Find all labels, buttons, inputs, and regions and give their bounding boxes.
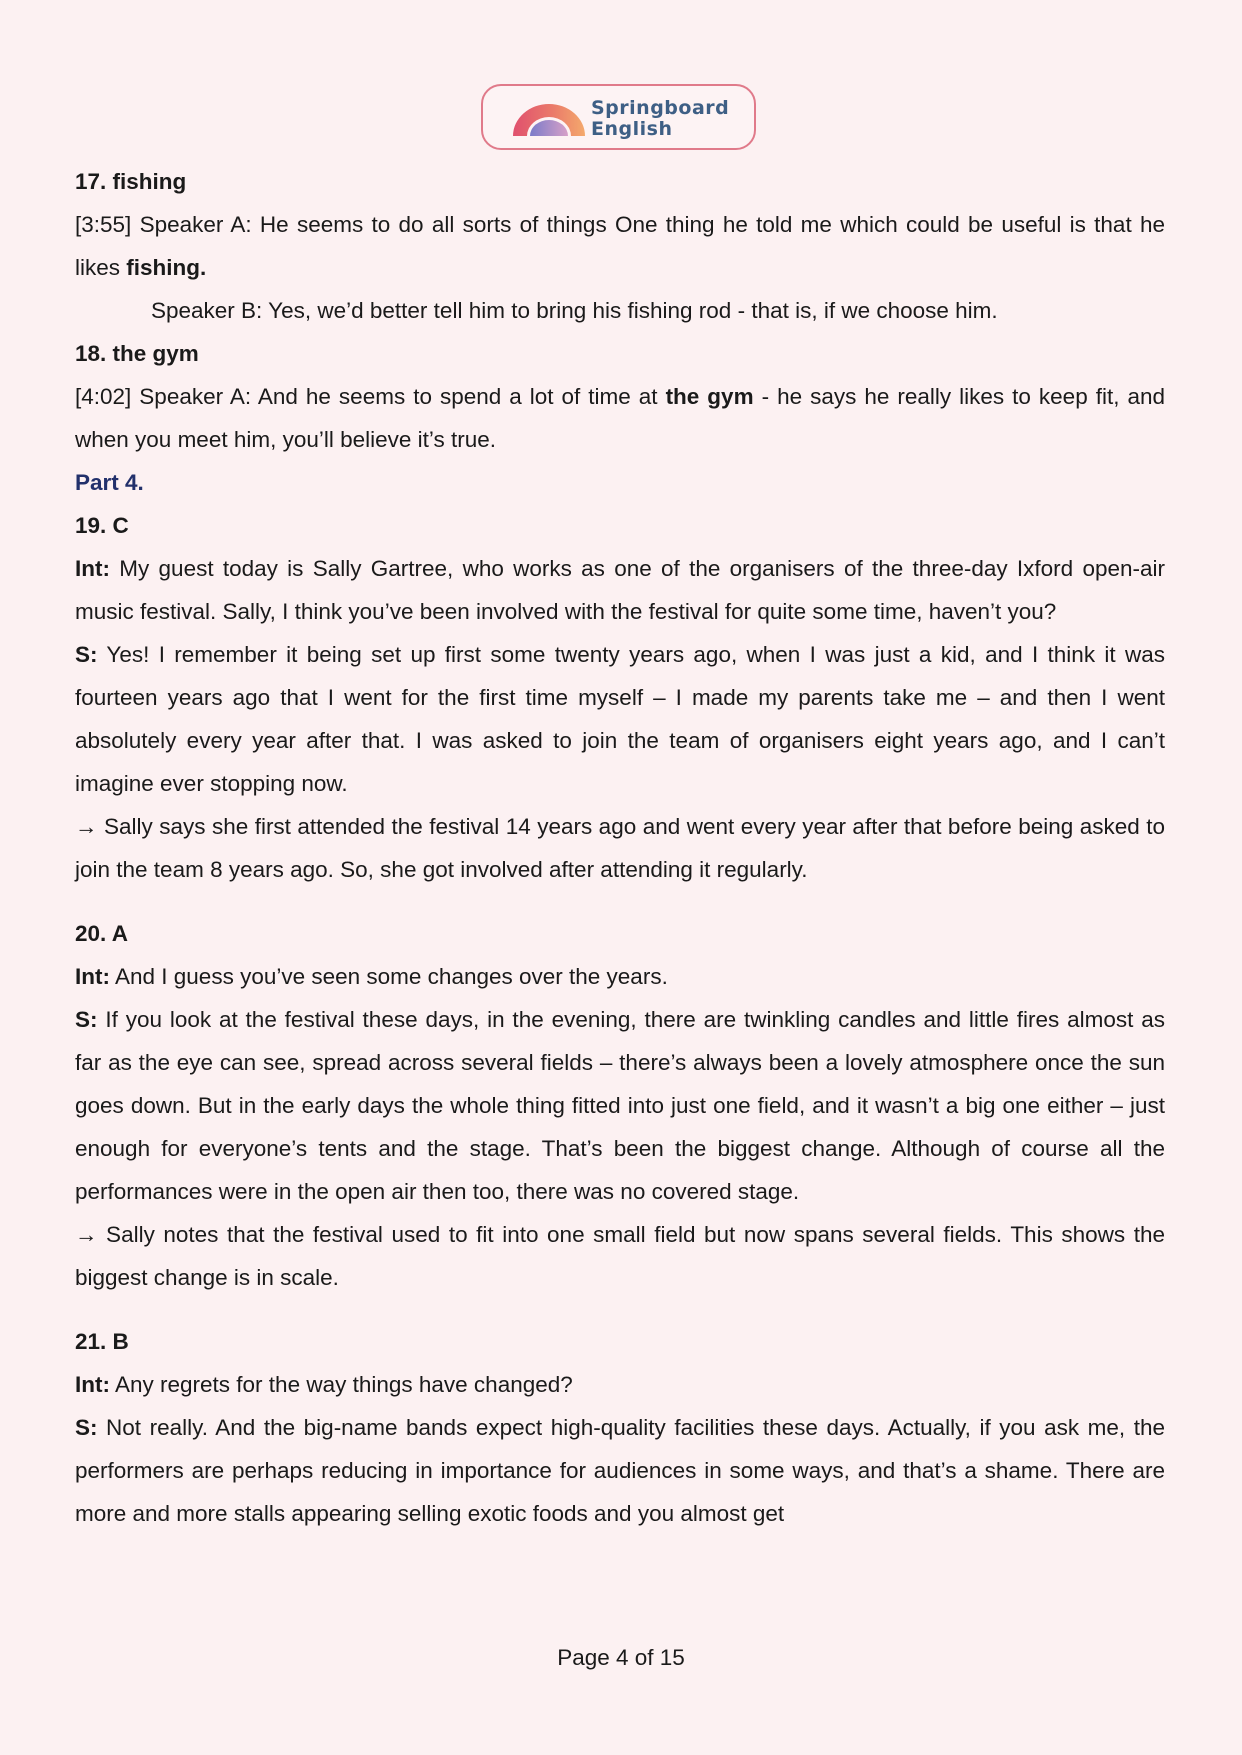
rainbow-logo-icon — [511, 96, 587, 140]
q18-text-post: - he says he really likes to keep fit, and when you meet him, you’ll believe it’s true. — [75, 384, 1165, 452]
q19-explanation: → Sally says she first attended the festival 14 years ago and went every year after that before being asked to join the team 8 years ago. So, she got involved after attending it regularly. — [75, 814, 1165, 882]
q19-s-label: S: — [75, 642, 98, 667]
q17-speaker-b: Speaker B: Yes, we’d better tell him to bring his fishing rod - that is, if we choose him. — [151, 298, 998, 323]
q18-speaker-a — [75, 375, 1165, 461]
q17-answer: fishing. — [126, 255, 207, 280]
page-content — [75, 160, 1165, 1535]
logo-line-1: Springboard — [591, 97, 730, 119]
q20-s-label: S: — [75, 1007, 98, 1032]
q17-heading: 17. fishing — [75, 169, 187, 194]
part-4-heading: Part 4. — [75, 470, 144, 495]
q21-s-label: S: — [75, 1415, 98, 1440]
q21-s-text: Not really. And the big-name bands expect high-quality facilities these days. Actually, if you ask me, the performers are perhaps reducing in importance for audiences in some ways, and that’s a shame. There are more and more stalls appearing selling exotic foods and you almost get — [75, 1415, 1165, 1526]
q20-int-text: And I guess you’ve seen some changes over the years. — [109, 964, 668, 989]
q17-speaker-a — [75, 203, 1165, 289]
q18-text-pre: [4:02] Speaker A: And he seems to spend a lot of time at — [75, 384, 666, 409]
q19-int-label: Int: — [75, 556, 110, 581]
q21-heading: 21. B — [75, 1329, 129, 1354]
page-number: Page 4 of 15 — [557, 1645, 685, 1670]
q21-int-label: Int: — [75, 1372, 110, 1397]
q19-interviewer — [75, 547, 1165, 633]
q20-interviewer — [75, 955, 1165, 998]
q19-sally — [75, 633, 1165, 805]
q18-heading: 18. the gym — [75, 341, 199, 366]
q20-s-text: If you look at the festival these days, in the evening, there are twinkling candles and little fires almost as far as the eye can see, spread across several fields – there’s always been a lovely atmosphere once the sun goes down. But in the early days the whole thing fitted into just one field, and it wasn’t a big one either – just enough for everyone’s tents and the stage. That’s been the biggest change. Although of course all the performances were in the open air then too, there was no covered stage. — [75, 1007, 1165, 1204]
q21-interviewer — [75, 1363, 1165, 1406]
q19-heading: 19. C — [75, 513, 129, 538]
q18-answer: the gym — [665, 384, 754, 409]
q20-int-label: Int: — [75, 964, 110, 989]
q17-speaker-a-text: [3:55] Speaker A: He seems to do all sorts of things One thing he told me which could be useful is that he likes — [75, 212, 1165, 280]
q20-heading: 20. A — [75, 921, 128, 946]
q20-sally — [75, 998, 1165, 1213]
q19-int-text: My guest today is Sally Gartree, who works as one of the organisers of the three-day Ixford open-air music festival. Sally, I think you’ve been involved with the festival for quite some time, haven’t you? — [75, 556, 1165, 624]
q21-int-text: Any regrets for the way things have changed? — [109, 1372, 573, 1397]
q20-explanation: → Sally notes that the festival used to fit into one small field but now spans several fields. This shows the biggest change is in scale. — [75, 1222, 1165, 1290]
q21-sally — [75, 1406, 1165, 1535]
springboard-english-logo — [481, 84, 756, 150]
logo-line-2: English — [591, 118, 673, 140]
q19-s-text: Yes! I remember it being set up first some twenty years ago, when I was just a kid, and I think it was fourteen years ago that I went for the first time myself – I made my parents take me – and then I went absolutely every year after that. I was asked to join the team of organisers eight years ago, and I can’t imagine ever stopping now. — [75, 642, 1165, 796]
logo-wordmark — [591, 98, 729, 140]
